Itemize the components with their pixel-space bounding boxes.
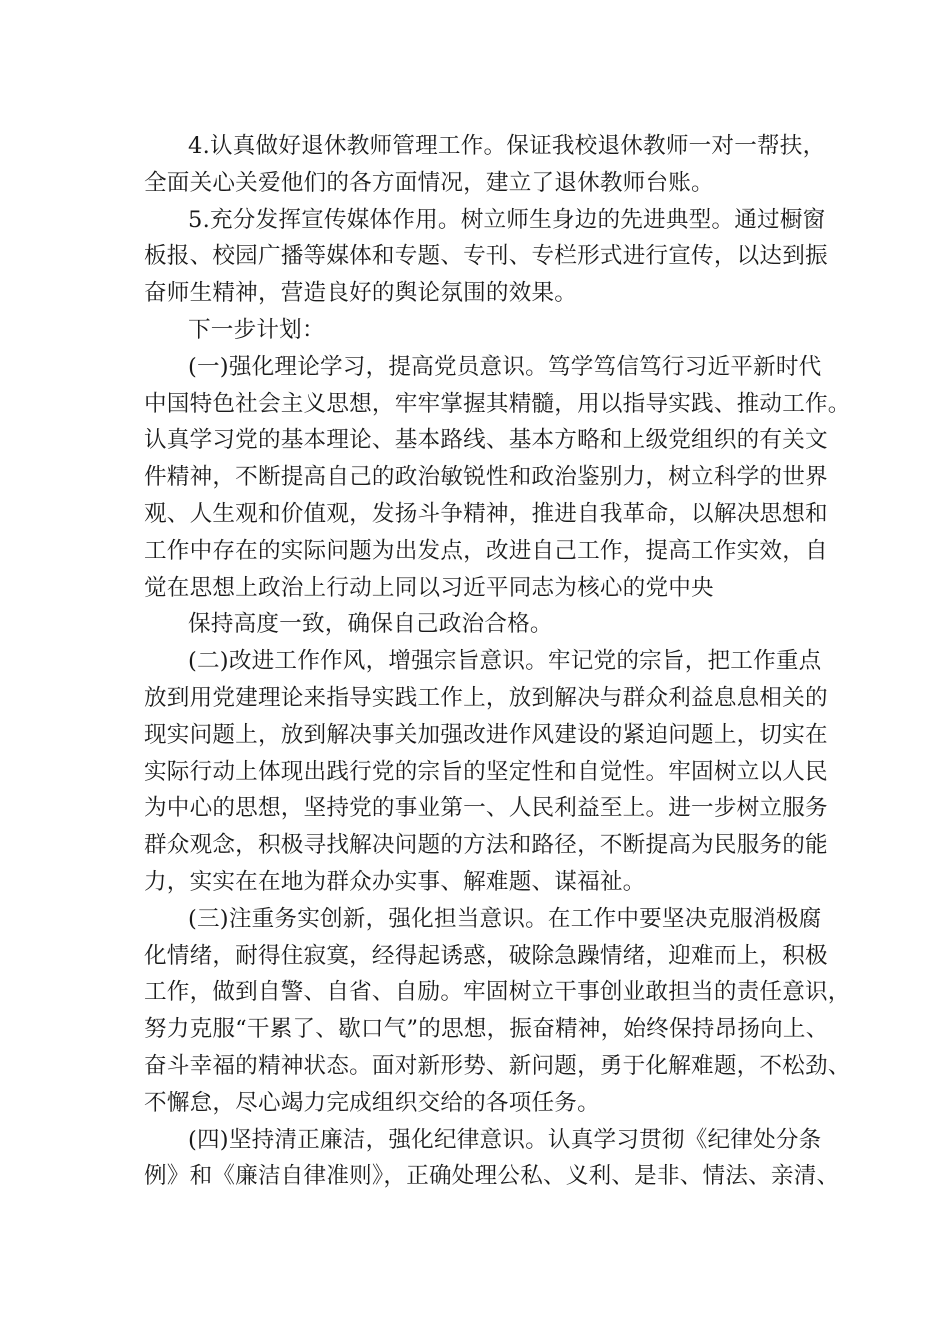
text-line: 觉在思想上政治上行动上同以习近平同志为核心的党中央 <box>144 574 714 601</box>
text-line: 实际行动上体现出践行党的宗旨的坚定性和自觉性。牢固树立以人民 <box>144 758 828 785</box>
text-line: 5.充分发挥宣传媒体作用。树立师生身边的先进典型。通过橱窗 <box>188 206 826 233</box>
text-line: 不懈怠，尽心竭力完成组织交给的各项任务。 <box>144 1089 600 1116</box>
text-line: 板报、校园广播等媒体和专题、专刊、专栏形式进行宣传，以达到振 <box>144 243 828 270</box>
text-line: 4.认真做好退休教师管理工作。保证我校退休教师一对一帮扶， <box>188 133 826 159</box>
text-line: 件精神，不断提高自己的政治敏锐性和政治鉴别力，树立科学的世界 <box>144 464 828 491</box>
text-line: 奋斗幸福的精神状态。面对新形势、新问题，勇于化解难题，不松劲、 <box>144 1052 851 1079</box>
text-line: (二)改进工作作风，增强宗旨意识。牢记党的宗旨，把工作重点 <box>188 648 822 675</box>
text-line: 群众观念，积极寻找解决问题的方法和路径，不断提高为民服务的能 <box>144 832 828 859</box>
text-line: 认真学习党的基本理论、基本路线、基本方略和上级党组织的有关文 <box>144 427 828 454</box>
text-line: 奋师生精神，营造良好的舆论氛围的效果。 <box>144 280 578 307</box>
text-line: 努力克服“干累了、歇口气”的思想，振奋精神，始终保持昂扬向上、 <box>144 1016 829 1043</box>
text-line: 化情绪，耐得住寂寞，经得起诱惑，破除急躁情绪，迎难而上，积极 <box>144 942 828 969</box>
text-line: 现实问题上，放到解决事关加强改进作风建设的紧迫问题上，切实在 <box>144 721 828 748</box>
text-line: (三)注重务实创新，强化担当意识。在工作中要坚决克服消极腐 <box>188 905 822 932</box>
text-line: 全面关心关爱他们的各方面情况，建立了退休教师台账。 <box>144 169 714 196</box>
text-line: 中国特色社会主义思想，牢牢掌握其精髓，用以指导实践、推动工作。 <box>144 390 851 417</box>
text-line: 例》和《廉洁自律准则》，正确处理公私、义利、是非、情法、亲清、 <box>144 1163 840 1190</box>
text-line: 放到用党建理论来指导实践工作上，放到解决与群众利益息息相关的 <box>144 684 828 711</box>
text-line: 工作，做到自警、自省、自励。牢固树立干事创业敢担当的责任意识， <box>144 979 851 1006</box>
text-line: 下一步计划： <box>188 316 325 343</box>
text-line: 工作中存在的实际问题为出发点，改进自己工作，提高工作实效，自 <box>144 537 828 564</box>
text-line: 为中心的思想，坚持党的事业第一、人民利益至上。进一步树立服务 <box>144 795 828 822</box>
text-line: 观、人生观和价值观，发扬斗争精神，推进自我革命，以解决思想和 <box>144 500 828 527</box>
text-line: 保持高度一致，确保自己政治合格。 <box>188 611 553 638</box>
text-line: 力，实实在在地为群众办实事、解难题、谋福祉。 <box>144 868 646 895</box>
document-body <box>144 128 851 1195</box>
text-line: (四)坚持清正廉洁，强化纪律意识。认真学习贯彻《纪律处分条 <box>188 1126 822 1153</box>
text-line: (一)强化理论学习，提高党员意识。笃学笃信笃行习近平新时代 <box>188 353 822 380</box>
